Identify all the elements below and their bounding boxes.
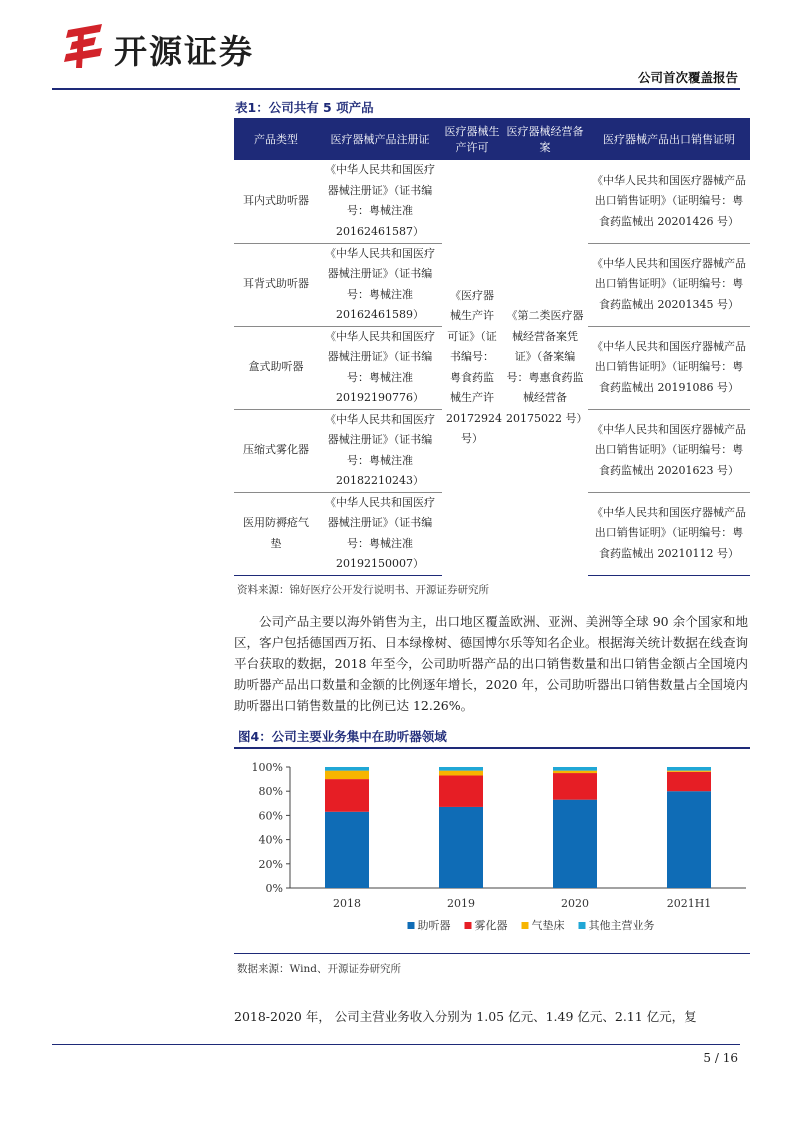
export-certificate-cell: 《中华人民共和国医疗器械产品出口销售证明》（证明编号：粤食药监械出 20201623 号） xyxy=(588,409,750,492)
bar-segment xyxy=(667,771,711,772)
registration-cell: 《中华人民共和国医疗器械注册证》（证书编号：粤械注准 20182210243） xyxy=(318,409,442,492)
bar-segment xyxy=(553,773,597,800)
bar-segment xyxy=(553,800,597,888)
revenue-mix-chart xyxy=(234,752,750,952)
y-tick-label: 0% xyxy=(265,882,283,895)
bar-segment xyxy=(325,812,369,888)
y-tick-label: 40% xyxy=(258,833,283,847)
bar-segment xyxy=(325,779,369,812)
column-header: 医疗器械经营备案 xyxy=(502,120,588,160)
figure-bottom-divider xyxy=(234,953,750,954)
product-type-cell: 耳背式助听器 xyxy=(234,243,318,326)
table-title: 表1：公司共有 5 项产品 xyxy=(235,100,374,115)
registration-cell: 《中华人民共和国医疗器械注册证》（证书编号：粤械注准 20192190776） xyxy=(318,326,442,409)
column-header: 医疗器械生产许可 xyxy=(442,120,502,160)
export-certificate-cell: 《中华人民共和国医疗器械产品出口销售证明》（证明编号：粤食药监械出 20210112 号） xyxy=(588,492,750,575)
product-type-cell: 医用防褥疮气垫 xyxy=(234,492,318,575)
x-tick-label: 2021H1 xyxy=(666,897,712,910)
product-type-cell: 压缩式雾化器 xyxy=(234,409,318,492)
legend-swatch xyxy=(522,922,529,929)
bar-segment xyxy=(439,775,483,806)
body-paragraph: 公司产品主要以海外销售为主，出口地区覆盖欧洲、亚洲、美洲等全球 90 余个国家和地区，客户包括德国西万拓、日本绿橡树、德国博尔乐等知名企业。根据海关统计数据在线查询平台获取的数据，2018 年至今，公司助听器产品的出口销售数量和出口销售金额占全国境内助听器产品出口数量和金额的比例逐年增长，2020 年，公司助听器出口销售数量占全国境内助听器出口销售数量的比例已达 12.26%。 xyxy=(234,614,748,713)
registration-cell: 《中华人民共和国医疗器械注册证》（证书编号：粤械注准 20162461589） xyxy=(318,243,442,326)
brand-name: 开源证券 xyxy=(114,32,254,71)
production-license-cell: 《医疗器械生产许可证》（证书编号：粤食药监械生产许 20172924 号） xyxy=(446,288,502,445)
legend-label: 其他主营业务 xyxy=(588,919,655,932)
figure-title: 图4：公司主要业务集中在助听器领域 xyxy=(238,729,447,744)
x-tick-label: 2019 xyxy=(447,897,475,910)
product-type-cell: 耳内式助听器 xyxy=(243,194,309,207)
table-row xyxy=(234,160,750,243)
business-filing-cell: 《第二类医疗器械经营备案凭证》（备案编号：粤惠食药监械经营备 20175022 号） xyxy=(506,309,588,425)
legend-label: 助听器 xyxy=(417,919,451,932)
table-header-row xyxy=(234,120,750,160)
y-tick-label: 80% xyxy=(258,785,283,799)
bar-segment xyxy=(553,771,597,773)
bar-segment xyxy=(439,767,483,771)
bar-segment xyxy=(667,767,711,771)
column-header: 医疗器械产品出口销售证明 xyxy=(588,120,750,160)
bar-segment xyxy=(439,807,483,888)
column-header: 产品类型 xyxy=(234,120,318,160)
bar-segment xyxy=(667,791,711,888)
registration-cell: 《中华人民共和国医疗器械注册证》（证书编号：粤械注准 20162461587） xyxy=(325,163,435,238)
export-certificate-cell: 《中华人民共和国医疗器械产品出口销售证明》（证明编号：粤食药监械出 20201345 号） xyxy=(588,243,750,326)
legend-label: 气垫床 xyxy=(531,919,565,932)
bar-segment xyxy=(325,767,369,771)
x-tick-label: 2020 xyxy=(561,897,589,910)
product-type-cell: 盒式助听器 xyxy=(234,326,318,409)
page-number: 5 / 16 xyxy=(703,1051,738,1065)
bar-segment xyxy=(325,771,369,779)
report-type-label: 公司首次覆盖报告 xyxy=(637,70,738,85)
bar-segment xyxy=(667,772,711,791)
figure-title-divider xyxy=(234,747,750,749)
legend-swatch xyxy=(408,922,415,929)
company-logo xyxy=(62,22,292,74)
table-source-note: 资料来源：锦好医疗公开发行说明书、开源证券研究所 xyxy=(237,584,489,596)
y-tick-label: 20% xyxy=(258,857,283,871)
brand-mark-icon xyxy=(62,24,106,68)
product-table xyxy=(234,120,750,576)
x-tick-label: 2018 xyxy=(333,897,361,910)
header-divider xyxy=(52,88,740,90)
column-header: 医疗器械产品注册证 xyxy=(318,120,442,160)
export-certificate-cell: 《中华人民共和国医疗器械产品出口销售证明》（证明编号：粤食药监械出 20201426 号） xyxy=(592,173,746,228)
legend-label: 雾化器 xyxy=(474,919,508,932)
legend-swatch xyxy=(579,922,586,929)
footer-divider xyxy=(52,1044,740,1045)
chart-source-note: 数据来源：Wind、开源证券研究所 xyxy=(237,963,401,975)
y-tick-label: 100% xyxy=(251,761,283,774)
registration-cell: 《中华人民共和国医疗器械注册证》（证书编号：粤械注准 20192150007） xyxy=(318,492,442,575)
legend-swatch xyxy=(465,922,472,929)
bar-segment xyxy=(553,767,597,771)
body-paragraph: 2018-2020 年， 公司主营业务收入分别为 1.05 亿元、1.49 亿元、2.11 亿元，复 xyxy=(234,1009,697,1024)
bar-segment xyxy=(439,771,483,776)
y-tick-label: 60% xyxy=(258,809,283,823)
export-certificate-cell: 《中华人民共和国医疗器械产品出口销售证明》（证明编号：粤食药监械出 20191086 号） xyxy=(588,326,750,409)
